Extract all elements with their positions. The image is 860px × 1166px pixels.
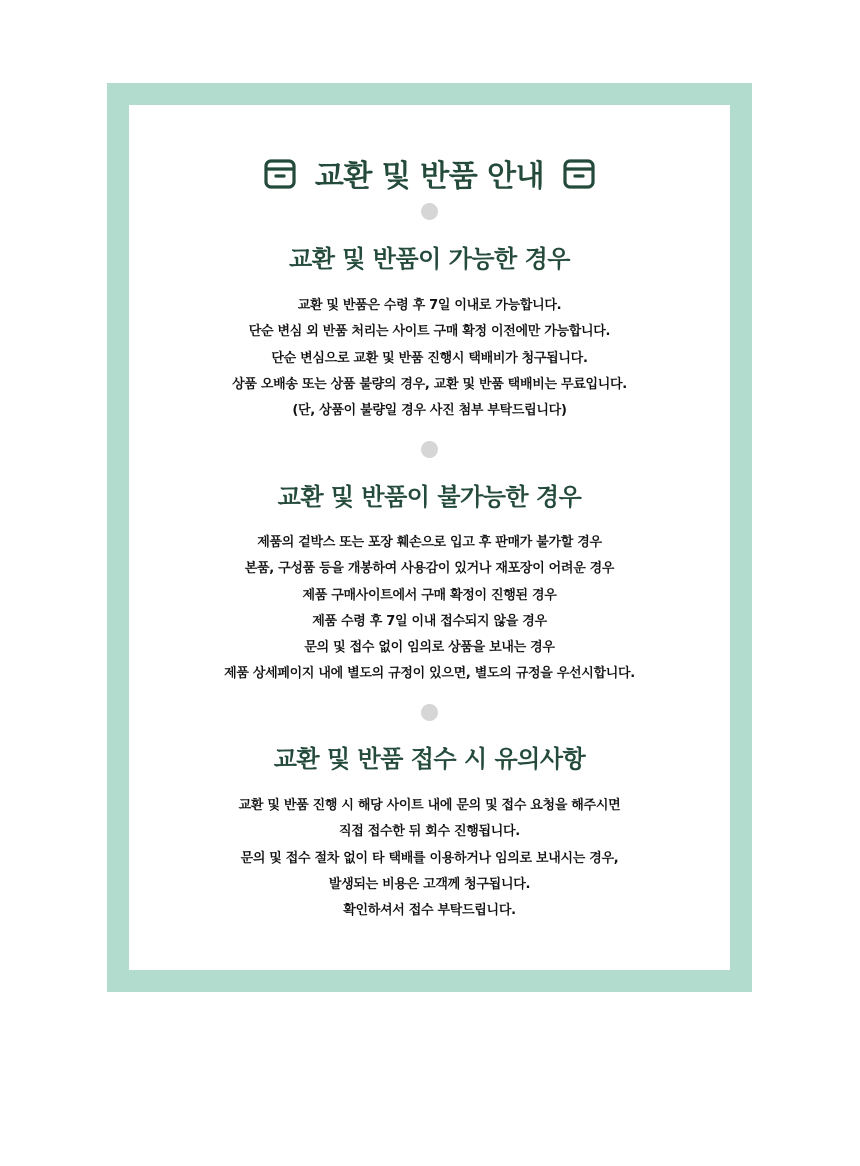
list-item: 제품 상세페이지 내에 별도의 규정이 있으면, 별도의 규정을 우선시합니다.: [224, 666, 635, 682]
list-item: 제품 수령 후 7일 이내 접수되지 않을 경우: [312, 613, 547, 629]
non-returnable-conditions-list: [129, 530, 730, 688]
notice-frame: [107, 83, 752, 992]
list-item: 문의 및 접수 절차 없이 타 택배를 이용하거나 임의로 보내시는 경우,: [240, 850, 619, 866]
notice-card: [129, 105, 730, 970]
precautions-list: [129, 793, 730, 924]
section-divider-dot: [421, 704, 438, 721]
box-icon: [562, 156, 596, 190]
page-title: 교환 및 반품 안내: [314, 159, 545, 194]
list-item: 상품 오배송 또는 상품 불량의 경우, 교환 및 반품 택배비는 무료입니다.: [232, 376, 627, 392]
list-item: 제품의 겉박스 또는 포장 훼손으로 입고 후 판매가 불가할 경우: [257, 535, 602, 550]
list-item: 단순 변심 외 반품 처리는 사이트 구매 확정 이전에만 가능합니다.: [248, 324, 611, 340]
section-divider-dot: [421, 203, 438, 220]
list-item: 확인하셔서 접수 부탁드립니다.: [343, 903, 516, 919]
list-item: 교환 및 반품은 수령 후 7일 이내로 가능합니다.: [297, 298, 562, 313]
section-title-precautions: 교환 및 반품 접수 시 유의사항: [273, 745, 586, 773]
list-item: 직접 접수한 뒤 회수 진행됩니다.: [339, 824, 520, 840]
list-item: 단순 변심으로 교환 및 반품 진행시 택배비가 청구됩니다.: [271, 350, 588, 366]
section-divider-dot: [421, 441, 438, 458]
list-item: (단, 상품이 불량일 경우 사진 첨부 부탁드립니다): [292, 403, 567, 419]
list-item: 교환 및 반품 진행 시 해당 사이트 내에 문의 및 접수 요청을 해주시면: [238, 798, 621, 813]
box-icon: [263, 156, 297, 190]
title-row: [129, 151, 730, 195]
list-item: 발생되는 비용은 고객께 청구됩니다.: [328, 876, 531, 892]
list-item: 본품, 구성품 등을 개봉하여 사용감이 있거나 재포장이 어려운 경우: [244, 561, 615, 577]
section-title-returnable: 교환 및 반품이 가능한 경우: [289, 245, 570, 273]
list-item: 제품 구매사이트에서 구매 확정이 진행된 경우: [302, 587, 557, 603]
section-title-non-returnable: 교환 및 반품이 불가능한 경우: [277, 483, 582, 511]
returnable-conditions-list: [129, 293, 730, 424]
list-item: 문의 및 접수 없이 임의로 상품을 보내는 경우: [304, 640, 555, 656]
